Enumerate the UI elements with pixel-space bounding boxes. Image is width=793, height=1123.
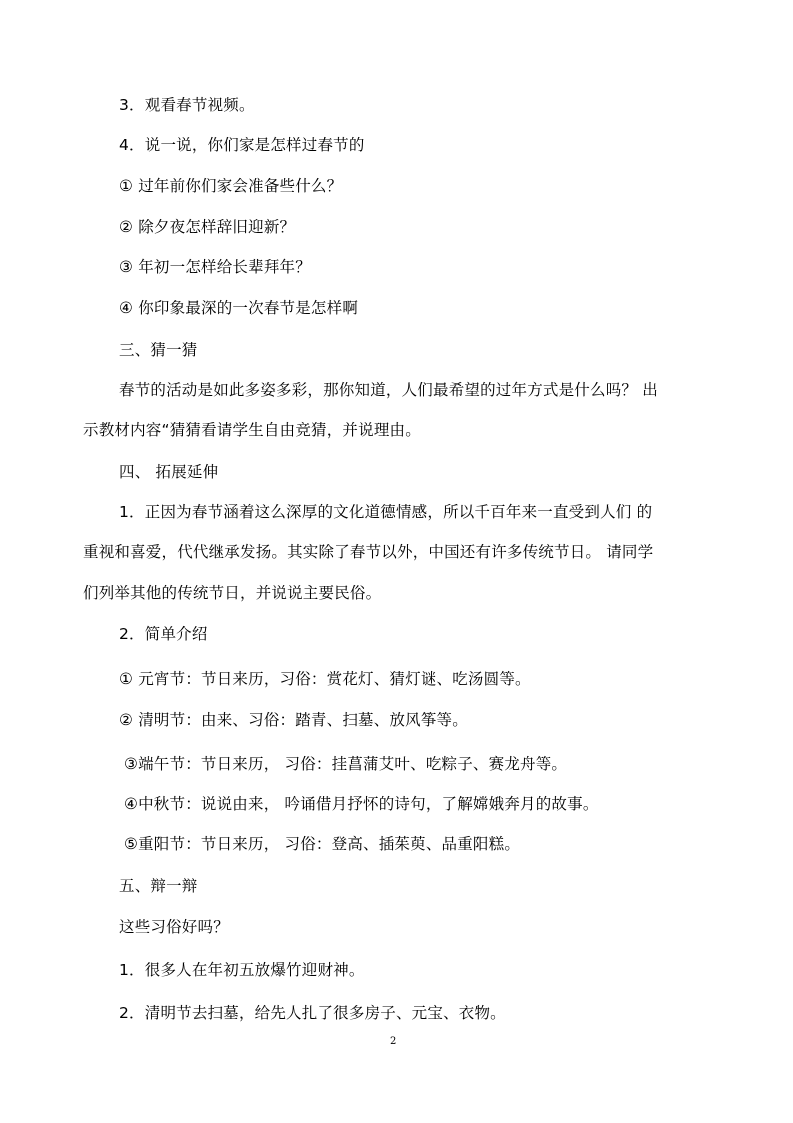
text-line: 1．正因为春节涵着这么深厚的文化道德情感，所以千百年来一直受到人们 的	[119, 503, 653, 521]
text-line: ① 过年前你们家会准备些什么？	[119, 177, 343, 195]
list-item: ④中秋节：说说由来， 吟诵借月抒怀的诗句，了解嫦娥奔月的故事。	[124, 795, 599, 813]
text-line: ② 除夕夜怎样辞旧迎新？	[119, 218, 296, 236]
text-line: 们列举其他的传统节日，并说说主要民俗。	[83, 584, 382, 602]
text-line: ④ 你印象最深的一次春节是怎样啊	[119, 299, 359, 317]
text-line: 示教材内容“猜猜看请学生自由竞猜，并说理由。	[83, 421, 421, 439]
text-line: 这些习俗好吗？	[119, 918, 229, 936]
text-line: 4．说一说，你们家是怎样过春节的	[119, 136, 365, 154]
list-item: ⑤重阳节：节日来历， 习俗：登高、插茱萸、品重阳糕。	[124, 835, 521, 853]
section-heading: 三、猜一猜	[119, 341, 198, 359]
text-line: 1．很多人在年初五放爆竹迎财神。	[119, 961, 365, 979]
text-line: ③ 年初一怎样给长辈拜年？	[119, 258, 311, 276]
section-heading: 五、辩一辩	[119, 877, 198, 895]
list-item: ① 元宵节：节日来历，习俗：赏花灯、猜灯谜、吃汤圆等。	[119, 670, 531, 688]
list-item: ③端午节：节日来历， 习俗：挂菖蒲艾叶、吃粽子、赛龙舟等。	[124, 755, 568, 773]
list-item: ② 清明节：由来、习俗：踏青、扫墓、放风筝等。	[119, 711, 468, 729]
page-number: 2	[390, 1036, 397, 1047]
text-line: 3．观看春节视频。	[119, 96, 255, 114]
section-heading: 四、 拓展延伸	[119, 463, 219, 481]
text-line: 春节的活动是如此多姿多彩，那你知道，人们最希望的过年方式是什么吗？ 出	[119, 381, 658, 399]
text-line: 2．简单介绍	[119, 625, 208, 643]
text-line: 重视和喜爱，代代继承发扬。其实除了春节以外，中国还有许多传统节日。 请同学	[83, 543, 654, 561]
text-line: 2．清明节去扫墓，给先人扎了很多房子、元宝、衣物。	[119, 1004, 506, 1022]
